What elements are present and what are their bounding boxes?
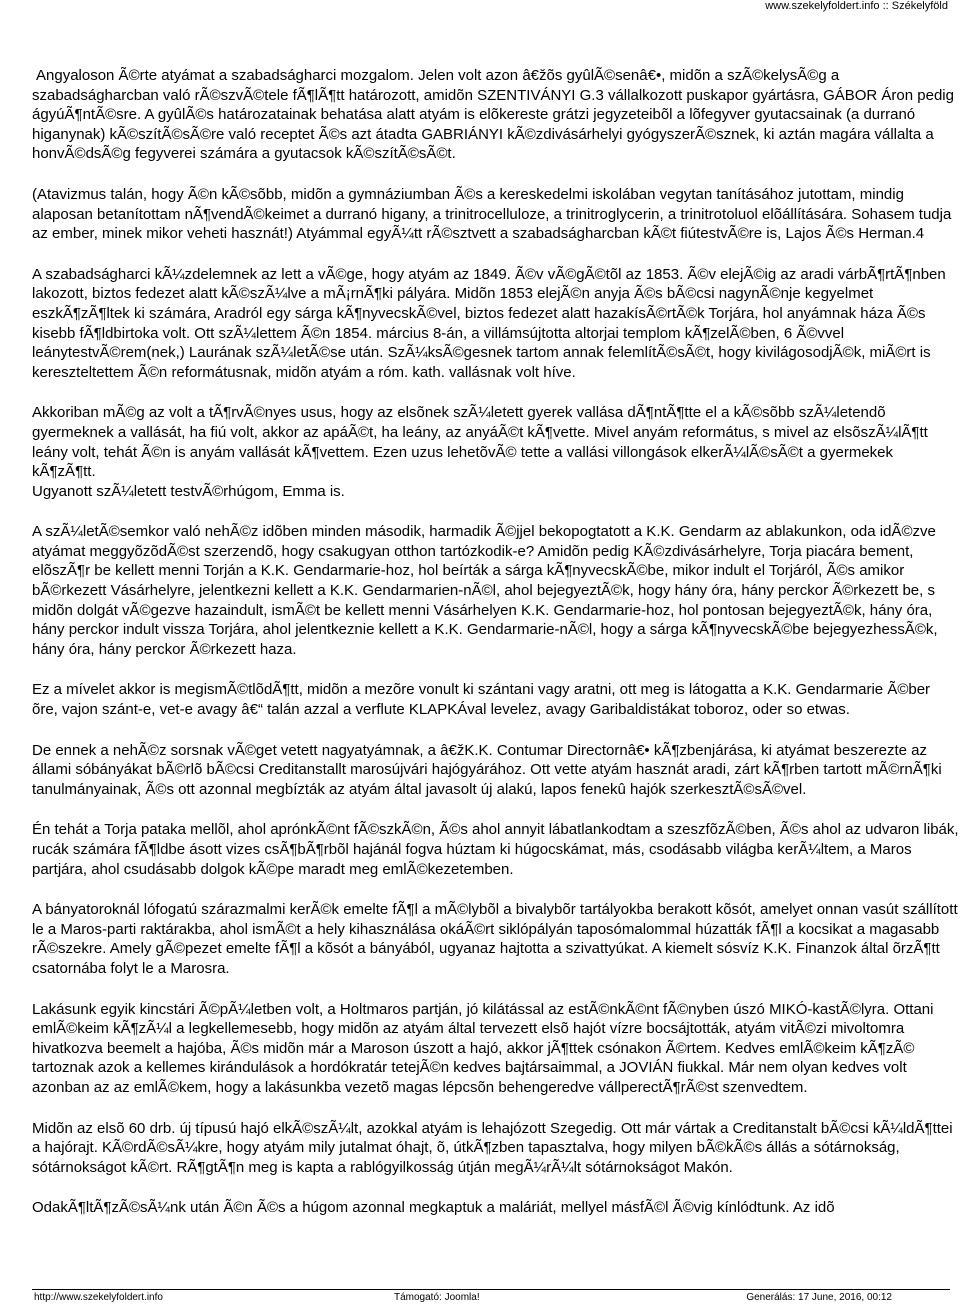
- footer-generated-date: Generálás: 17 June, 2016, 00:12: [746, 1292, 892, 1303]
- article-body: [32, 66, 960, 1284]
- paragraph: Én tehát a Torja pataka mellõl, ahol aprónkÃ©nt fÃ©szkÃ©n, Ã©s ahol annyit lábatlankodtam a szeszfõzÃ©ben, Ã©s ahol az udvaron libák, rucák számára fÃ¶ldbe ásott vizes csÃ¶bÃ¶rbõl hajánál fogva húztam ki húgocskámat, más, csodásabb világba kerÃ¼ltem, a Maros partjára, ahol csudásabb dolgok kÃ©pe maradt meg emlÃ©kezetemben.: [32, 821, 959, 878]
- paragraph: (Atavizmus talán, hogy Ã©n kÃ©sõbb, midõn a gymnáziumban Ã©s a kereskedelmi iskolában vegytan tanításához jutottam, mindig alaposan betanítottam nÃ¶vendÃ©keimet a durranó higany, a trinitrocelluloze, a trinitroglycerin, a trinitrotoluol elõállítására. Sohasem tudja az ember, minek mikor veheti hasznát!) Atyámmal egyÃ¼tt rÃ©sztvett a szabadságharcban kÃ©t fiútestvÃ©re is, Lajos Ã©s Herman.4: [32, 185, 952, 243]
- paragraph: De ennek a nehÃ©z sorsnak vÃ©get vetett nagyatyámnak, a â€žK.K. Contumar Directornâ€• kÃ¶zbenjárása, ki atyámat beszerezte az állami sóbányákat bÃ©rlõ bÃ©csi Creditanstallt marosújvári hajógyárához. Ott vette atyám hasznát aradi, zárt kÃ¶rben tartott mÃ©rnÃ¶ki tanulmányainak, Ã©s ott azonnal megbízták az atyám által javasolt új alakú, lapos fenekû hajók szerkesztÃ©sÃ©vel.: [32, 741, 942, 798]
- paragraph: A szabadságharci kÃ¼zdelemnek az lett a vÃ©ge, hogy atyám az 1849. Ã©v vÃ©gÃ©tõl az 1853. Ã©v elejÃ©ig az aradi várbÃ¶rtÃ¶nben lakozott, biztos fedezet alatt kÃ©szÃ¼lve a mÃ¡rnÃ¶ki pályára. Midõn 1853 elejÃ©n anyja Ã©s bÃ©csi nagynÃ©nje kegyelmet eszkÃ¶zÃ¶ltek ki számára, Aradról egy sárga kÃ¶nyvecskÃ©vel, biztos fedezet alatt hazakísÃ©rtÃ©k Torjára, hol anyámnak háza Ã©s kisebb fÃ¶ldbirtoka volt. Ott szÃ¼lettem Ã©n 1854. március 8-án, a villámsújtotta altorjai templom kÃ¶zelÃ©ben, 6 Ã©vvel leánytestvÃ©rem(nek,) Laurának szÃ¼letÃ©se után. SzÃ¼ksÃ©gesnek tartom annak felemlítÃ©sÃ©t, hogy kivilágosodjÃ©k, miÃ©rt is kereszteltettem Ã©n reformátusnak, midõn atyám a róm. kath. vallásnak volt híve.: [32, 265, 946, 381]
- paragraph: A szÃ¼letÃ©semkor való nehÃ©z idõben minden második, harmadik Ã©jjel bekopogtatott a K.K. Gendarm az ablakunkon, oda idÃ©zve atyámat meggyõzõdÃ©st szerzendõ, hogy csakugyan otthon tartózkodik-e? Amidõn pedig KÃ©zdivásárhelyre, Torja piacára bement, elõszÃ¶r be kellett menni Torján a K.K. Gendarmarie-hoz, hol beírták a sárga kÃ¶nyvecskÃ©be, mikor indult el Torjáról, Ã©s amikor bÃ©rkezett Vásárhelyre, jelentkezni kellett a K.K. Gendarmarien-nÃ©l, ahol bejegyeztÃ©k, hogy hány óra, hány perckor Ã©rkezett be, s midõn dolgát vÃ©gezve hazaindult, ismÃ©t be kellett menni Vásárhelyen K.K. Gendarmarie-hoz, hol pontosan bejegyeztÃ©k, hány óra, hány perckor indult vissza Torjára, ahol jelentkeznie kellett a K.K. Gendarmarie-nÃ©l, hogy a sárga kÃ¶nyvecskÃ©be bejegyezhessÃ©k, hány óra, hány perckor Ã©rkezett haza.: [32, 523, 938, 658]
- footer-url-link[interactable]: http://www.szekelyfoldert.info: [34, 1292, 163, 1303]
- paragraph: OdakÃ¶ltÃ¶zÃ©sÃ¼nk után Ã©n Ã©s a húgom azonnal megkaptuk a maláriát, mellyel másfÃ©l Ã©vig kínlódtunk. Az idõ: [32, 1199, 835, 1217]
- page-footer: [32, 1289, 950, 1304]
- footer-sponsor: Támogató: Joomla!: [394, 1292, 480, 1303]
- paragraph: Midõn az elsõ 60 drb. új típusú hajó elkÃ©szÃ¼lt, azokkal atyám is lehajózott Szegedig. Ott már vártak a Creditanstalt bÃ©csi kÃ¼ldÃ¶ttei a hajórajt. KÃ©rdÃ©sÃ¼kre, hogy atyám mily jutalmat óhajt, õ, útkÃ¶zben tapasztalva, hogy milyen bÃ©kÃ©s állás a sótárnokság, sótárnokságot kÃ©rt. RÃ¶gtÃ¶n meg is kapta a rablógyilkosság útján megÃ¼rÃ¼lt sótárnokságot Makón.: [32, 1119, 953, 1176]
- paragraph: Angyaloson Ã©rte atyámat a szabadságharci mozgalom. Jelen volt azon â€žõs gyûlÃ©senâ€•, midõn a szÃ©kelysÃ©g a szabadságharcban való rÃ©szvÃ©tele fÃ¶lÃ¶tt határozott, amidõn SZENTIVÁNYI G.3 vállalkozott puskapor gyártásra, GÁBOR Áron pedig ágyúÃ¶ntÃ©sre. A gyûlÃ©s határozatainak behatása alatt atyám is elõkereste grátzi jegyzeteibõl a lõfegyver gyutacsainak (a durranó higanynak) kÃ©szítÃ©sÃ©re való receptet Ã©s azt átadta GABRIÁNYI kÃ©zdivásárhelyi gyógyszerÃ©sznek, ki aztán magára vállalta a honvÃ©dsÃ©g fegyverei számára a gyutacsok kÃ©szítÃ©sÃ©t.: [32, 67, 954, 163]
- paragraph: A bányatoroknál lófogatú szárazmalmi kerÃ©k emelte fÃ¶l a mÃ©lybõl a bivalybõr tartályokba berakott kõsót, amelyet onnan vasút szállított le a Maros-parti raktárakba, ahol ismÃ©t a hely kihasználása okáÃ©rt siklópályán taposómalommal húzatták fÃ¶l a kocsikat a magasabb rÃ©szekre. Amely gÃ©pezet emelte fÃ¶l a kõsót a bányából, ugyanaz hajtotta a szivattyúkat. A kiemelt sósvíz K.K. Finanzok által õrzÃ¶tt csatornába folyt le a Marosra.: [32, 901, 958, 977]
- paragraph: Akkoriban mÃ©g az volt a tÃ¶rvÃ©nyes usus, hogy az elsõnek szÃ¼letett gyerek vallása dÃ¶ntÃ¶tte el a kÃ©sõbb szÃ¼letendõ gyermeknek a vallását, ha fiú volt, akkor az apáÃ©t, ha leány, az anyáÃ©t kÃ¶vette. Mivel anyám református, s mivel az elsõszÃ¼lÃ¶tt leány volt, tehát Ã©n is anyám vallását kÃ¶vettem. Ezen uzus lehetõvÃ© tette a vallási villongások elkerÃ¼lÃ©sÃ©t a gyermekek kÃ¶zÃ¶tt. Ugyanott szÃ¼letett testvÃ©rhúgom, Emma is.: [32, 404, 928, 500]
- paragraph: Ez a mívelet akkor is megismÃ©tlõdÃ¶tt, midõn a mezõre vonult ki szántani vagy aratni, ott meg is látogatta a K.K. Gendarmarie Ã©ber õre, vajon szánt-e, vet-e avagy â€“ talán azzal a verflute KLAPKÁval levelez, avagy Garibaldistákat toboroz, oder so etwas.: [32, 681, 931, 719]
- paragraph: Lakásunk egyik kincstári Ã©pÃ¼letben volt, a Holtmaros partján, jó kilátással az estÃ©nkÃ©nt fÃ©nyben úszó MIKÓ-kastÃ©lyra. Ottani emlÃ©keim kÃ¶zÃ¼l a legkellemesebb, hogy midõn az atyám által tervezett elsõ hajót vízre bocsájtották, atyám vitÃ©zi mivoltomra hivatkozva beemelt a hajóba, Ã©s midõn már a Maroson úszott a hajó, akkor jÃ¶ttek csónakon Ã©rtem. Kedves emlÃ©keim kÃ¶zÃ© tartoznak azok a kellemes kirándulások a hordókratár tetejÃ©n kedves bajtársaimmal, a JOVIÁN fiukkal. Már nem olyan kedves volt azonban az az emlÃ©kem, hogy a lakásunkba vezetõ magas lépcsõn behengeredve vállperectÃ¶rÃ©st szenvedtem.: [32, 1000, 934, 1096]
- site-header-link[interactable]: www.szekelyfoldert.info :: Székelyföld: [765, 0, 948, 12]
